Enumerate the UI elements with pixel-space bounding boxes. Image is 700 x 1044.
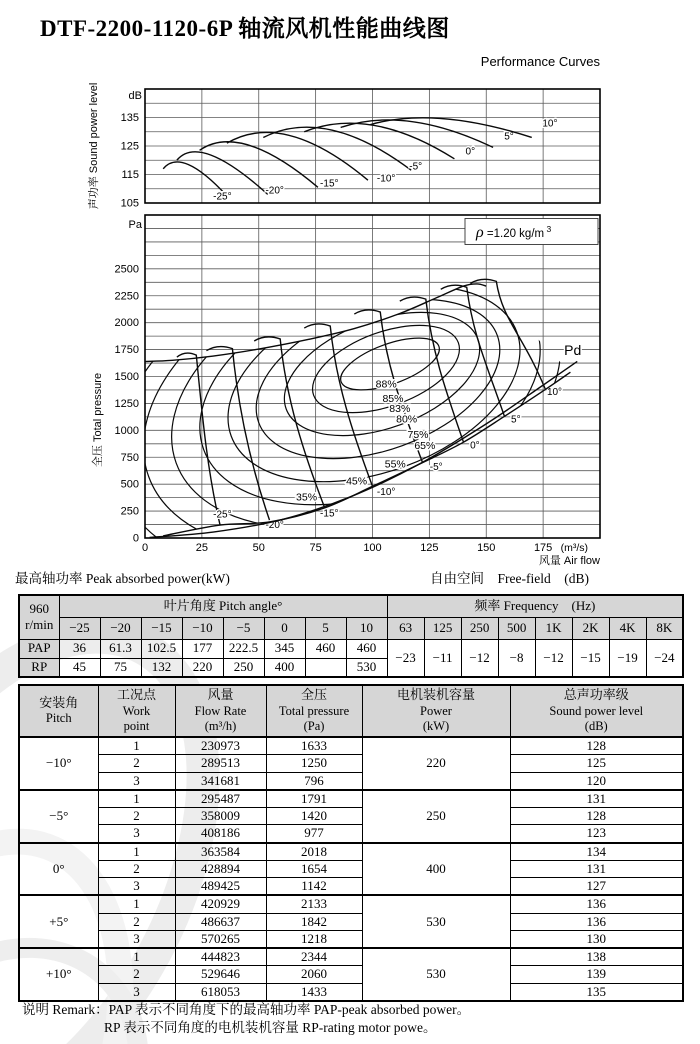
- work-point-cell: 3: [98, 772, 175, 790]
- freq-value: −8: [498, 639, 535, 677]
- y-tick-label: 250: [120, 505, 139, 518]
- sound-level-cell: 130: [510, 930, 683, 948]
- flow-rate-cell: 570265: [175, 930, 266, 948]
- power-cell: 250: [362, 790, 510, 843]
- pressure-cell: 1433: [266, 983, 362, 1001]
- pitch-curve-label: 0°: [470, 440, 480, 452]
- free-field-note: 自由空间 Free-field (dB): [430, 571, 589, 586]
- column-header-line3: (dB): [584, 719, 608, 734]
- pressure-cell: 1633: [266, 737, 362, 755]
- pitch-col-header: 10: [346, 617, 387, 639]
- freq-value: −12: [461, 639, 498, 677]
- table-row: [19, 895, 683, 913]
- sound-level-cell: 127: [510, 878, 683, 896]
- sound-level-cell: 120: [510, 772, 683, 790]
- efficiency-label: 75%: [407, 428, 429, 441]
- x-tick-label: 150: [477, 542, 496, 554]
- sound-level-cell: 139: [510, 966, 683, 983]
- flow-rate-cell: 618053: [175, 983, 266, 1001]
- work-point-cell: 3: [98, 983, 175, 1001]
- freq-col-header: 2K: [572, 617, 609, 639]
- performance-data-table: [18, 684, 684, 1002]
- power-cell: 530: [362, 948, 510, 1001]
- work-point-cell: 2: [98, 860, 175, 877]
- pap-value: 61.3: [100, 639, 141, 658]
- freq-col-header: 250: [461, 617, 498, 639]
- work-point-cell: 1: [98, 843, 175, 861]
- work-point-cell: 2: [98, 913, 175, 930]
- table-row: [19, 825, 683, 843]
- column-header-line1: 电机装机容量: [396, 687, 475, 703]
- column-header: [19, 685, 98, 737]
- pap-value: 102.5: [141, 639, 182, 658]
- y-tick-label: 0: [132, 532, 139, 545]
- work-point-cell: 2: [98, 755, 175, 772]
- column-header-line1: 风量: [207, 687, 234, 703]
- x-tick-label: 50: [252, 542, 265, 554]
- flow-rate-cell: 408186: [175, 825, 266, 843]
- table-row: [19, 860, 683, 877]
- pap-value: 177: [182, 639, 223, 658]
- column-header-line1: 全压: [300, 687, 327, 703]
- remark-line1: 说明 Remark：PAP 表示不同角度下的最高轴功率 PAP-peak absorbed power。: [22, 1002, 471, 1017]
- y-unit-label: Pa: [128, 219, 142, 231]
- freq-col-header: 500: [498, 617, 535, 639]
- x-axis-title: 风量 Air flow: [538, 555, 600, 567]
- pap-value: 460: [346, 639, 387, 658]
- y-tick-label: 1250: [114, 397, 139, 410]
- x-unit-label: (m³/s): [560, 542, 588, 554]
- pitch-cell: +5°: [19, 895, 98, 948]
- work-point-cell: 3: [98, 878, 175, 896]
- pitch-cell: 0°: [19, 843, 98, 896]
- pitch-cell: −10°: [19, 737, 98, 790]
- y-tick-label: 125: [120, 140, 139, 153]
- pressure-cell: 2018: [266, 843, 362, 861]
- table-row: [19, 617, 683, 639]
- freq-col-header: 125: [424, 617, 461, 639]
- remark: [22, 1001, 470, 1037]
- pitch-cell: −5°: [19, 790, 98, 843]
- flow-rate-cell: 420929: [175, 895, 266, 913]
- table-row: [19, 948, 683, 966]
- sound-level-cell: 138: [510, 948, 683, 966]
- column-header: [362, 685, 510, 737]
- sound-level-cell: 131: [510, 790, 683, 808]
- work-point-cell: 3: [98, 825, 175, 843]
- rp-value: 75: [100, 658, 141, 677]
- flow-rate-cell: 428894: [175, 860, 266, 877]
- flow-rate-cell: 295487: [175, 790, 266, 808]
- y-tick-label: 1750: [114, 344, 139, 357]
- table-row: [19, 843, 683, 861]
- flow-rate-cell: 489425: [175, 878, 266, 896]
- sound-level-cell: 136: [510, 913, 683, 930]
- flow-rate-cell: 230973: [175, 737, 266, 755]
- pitch-curve--10°: [304, 324, 372, 486]
- column-header-line2: Pitch: [45, 711, 72, 726]
- pressure-cell: 2344: [266, 948, 362, 966]
- efficiency-contour-83%: [268, 288, 497, 459]
- sound-level-cell: 128: [510, 737, 683, 755]
- remark-line2: RP 表示不同角度的电机装机容量 RP-rating motor powe。: [104, 1020, 437, 1036]
- pressure-cell: 1142: [266, 878, 362, 896]
- efficiency-label: 88%: [375, 378, 397, 391]
- efficiency-contour-85%: [301, 308, 471, 430]
- power-cell: 400: [362, 843, 510, 896]
- sound-level-cell: 134: [510, 843, 683, 861]
- pressure-cell: 2133: [266, 895, 362, 913]
- sound-curve-label: -15°: [320, 178, 339, 190]
- table-row: [19, 685, 683, 737]
- flow-rate-cell: 363584: [175, 843, 266, 861]
- work-point-cell: 2: [98, 808, 175, 825]
- pap-value: 345: [264, 639, 305, 658]
- column-header-line2: Power: [420, 703, 452, 718]
- column-header-line3: (m³/h): [204, 719, 237, 734]
- pap-row-label: PAP: [19, 639, 59, 658]
- y-unit-label: dB: [128, 90, 142, 102]
- column-header: [510, 685, 683, 737]
- rp-value: 132: [141, 658, 182, 677]
- freq-col-header: 1K: [535, 617, 572, 639]
- work-point-cell: 2: [98, 966, 175, 983]
- sound-level-cell: 131: [510, 860, 683, 877]
- table-row: [19, 755, 683, 772]
- pressure-cell: 1842: [266, 913, 362, 930]
- y-tick-label: 135: [120, 112, 139, 124]
- x-tick-label: 125: [420, 542, 439, 554]
- sound-curve-label: -5°: [409, 161, 423, 173]
- efficiency-contour-45%: [101, 191, 623, 592]
- efficiency-label: 35%: [296, 491, 318, 504]
- work-point-cell: 1: [98, 895, 175, 913]
- rpm-cell-line1: 960: [29, 601, 49, 616]
- page-title: DTF-2200-1120-6P 轴流风机性能曲线图: [40, 16, 450, 41]
- pressure-cell: 1654: [266, 860, 362, 877]
- y-tick-label: 1500: [114, 371, 139, 383]
- column-header-line2: Flow Rate: [194, 703, 247, 718]
- pitch-curve-label: 5°: [511, 414, 521, 426]
- pressure-chart: [68, 171, 648, 592]
- column-header-line2: Total pressure: [278, 703, 350, 718]
- table-row: [19, 983, 683, 1001]
- efficiency-contour-75%: [201, 249, 547, 518]
- freq-value: −19: [609, 639, 646, 677]
- peak-absorbed-power-note: 最高轴功率 Peak absorbed power(kW): [15, 571, 230, 586]
- x-tick-label: 0: [141, 542, 149, 554]
- sound-level-cell: 128: [510, 808, 683, 825]
- work-point-cell: 1: [98, 737, 175, 755]
- efficiency-label: 65%: [414, 440, 436, 453]
- column-header: [175, 685, 266, 737]
- sound-level-cell: 135: [510, 983, 683, 1001]
- work-point-cell: 3: [98, 930, 175, 948]
- sound-curve-label: -20°: [265, 185, 284, 197]
- pitch-col-header: −5: [223, 617, 264, 639]
- freq-value: −15: [572, 639, 609, 677]
- flow-rate-cell: 341681: [175, 772, 266, 790]
- x-tick-label: 100: [363, 542, 382, 554]
- x-tick-label: 75: [309, 542, 322, 554]
- work-point-cell: 1: [98, 948, 175, 966]
- table-row: [19, 595, 683, 617]
- pitch-col-header: −10: [182, 617, 223, 639]
- flow-rate-cell: 444823: [175, 948, 266, 966]
- column-header: [266, 685, 362, 737]
- y-tick-label: 500: [120, 478, 139, 491]
- column-header-line2: Sound power level: [549, 703, 644, 718]
- y-tick-label: 2000: [114, 317, 139, 330]
- pitch-curve-label: -10°: [376, 486, 396, 498]
- freq-value: −11: [424, 639, 461, 677]
- sound-curve--20°: [177, 152, 268, 195]
- pitch-curve--25°: [177, 353, 220, 525]
- rp-row-label: RP: [19, 658, 59, 677]
- power-cell: 530: [362, 895, 510, 948]
- pressure-cell: 1791: [266, 790, 362, 808]
- column-header-line3: (kW): [422, 719, 450, 734]
- subtitle: Performance Curves: [480, 54, 600, 69]
- sound-curve-label: 0°: [465, 146, 476, 158]
- y-tick-label: 2250: [114, 290, 139, 303]
- freq-value: −24: [646, 639, 683, 677]
- freq-col-header: 8K: [646, 617, 683, 639]
- pap-value: 222.5: [223, 639, 264, 658]
- pap-value: 36: [59, 639, 100, 658]
- table-row: [19, 913, 683, 930]
- sound-curve-label: 5°: [504, 131, 514, 143]
- rp-value: 220: [182, 658, 223, 677]
- table-row: [19, 878, 683, 896]
- efficiency-label: 83%: [389, 403, 411, 416]
- sound-level-cell: 136: [510, 895, 683, 913]
- sound-chart: [86, 83, 600, 210]
- pressure-cell: 977: [266, 825, 362, 843]
- pitch-curve-label: 10°: [546, 386, 563, 398]
- efficiency-label: 45%: [346, 475, 368, 488]
- sound-level-cell: 123: [510, 825, 683, 843]
- flow-rate-cell: 358009: [175, 808, 266, 825]
- freq-col-header: 63: [387, 617, 424, 639]
- density-label: ρ =1.20 kg/m $^3$: [476, 224, 552, 241]
- pitch-curve--15°: [254, 337, 325, 508]
- pitch-curve-label: -15°: [320, 508, 339, 520]
- y-tick-label: 115: [121, 169, 139, 181]
- y-axis-title: 全压 Total pressure: [92, 372, 104, 468]
- column-header: [98, 685, 175, 737]
- freq-col-header: 4K: [609, 617, 646, 639]
- column-header-line3: (Pa): [303, 719, 325, 734]
- table-row: [19, 737, 683, 755]
- column-header-line3: point: [123, 719, 150, 734]
- table-row: [19, 639, 683, 658]
- x-tick-label: 175: [533, 542, 553, 554]
- efficiency-label: 85%: [382, 392, 404, 405]
- sound-level-cell: 125: [510, 755, 683, 772]
- rp-value: 250: [223, 658, 264, 677]
- sound-curve-label: -10°: [376, 173, 396, 185]
- efficiency-label: 55%: [384, 458, 406, 471]
- column-header-line1: 总声功率级: [563, 687, 629, 703]
- rp-value: 45: [59, 658, 100, 677]
- table-row: [19, 808, 683, 825]
- table-row: [19, 966, 683, 983]
- power-cell: 220: [362, 737, 510, 790]
- work-point-cell: 1: [98, 790, 175, 808]
- table-row: [19, 772, 683, 790]
- pitch-col-header: 5: [305, 617, 346, 639]
- table-row: [19, 790, 683, 808]
- rp-value: [305, 658, 346, 677]
- pitch-col-header: 0: [264, 617, 305, 639]
- freq-value: −23: [387, 639, 424, 677]
- column-header-line1: 安装角: [39, 695, 79, 711]
- y-tick-label: 1000: [114, 424, 139, 437]
- pressure-cell: 2060: [266, 966, 362, 983]
- y-tick-label: 2500: [114, 263, 139, 276]
- rp-value: 400: [264, 658, 305, 677]
- pitch-col-header: −15: [141, 617, 182, 639]
- power-frequency-table: [18, 594, 684, 678]
- y-tick-label: 750: [120, 451, 139, 464]
- pitch-curve-label: -20°: [265, 519, 284, 531]
- y-axis-title: 声功率 Sound power level: [88, 82, 100, 210]
- pressure-cell: 796: [266, 772, 362, 790]
- pressure-cell: 1250: [266, 755, 362, 772]
- pap-value: 460: [305, 639, 346, 658]
- y-tick-label: 105: [120, 197, 139, 210]
- sound-curve--10°: [227, 132, 368, 180]
- sound-curve-label: 10°: [542, 118, 558, 130]
- efficiency-label: 80%: [396, 413, 418, 426]
- pitch-col-header: −20: [100, 617, 141, 639]
- pitch-curve-label: -5°: [429, 462, 443, 474]
- pitch-curve-label: -25°: [213, 509, 232, 521]
- sound-curve-label: -25°: [213, 191, 232, 203]
- flow-rate-cell: 486637: [175, 913, 266, 930]
- column-header-line1: 工况点: [116, 687, 156, 703]
- column-header-line2: Work: [122, 703, 151, 718]
- pressure-cell: 1218: [266, 930, 362, 948]
- flow-rate-cell: 529646: [175, 966, 266, 983]
- pd-label: Pd: [564, 341, 582, 358]
- pressure-cell: 1420: [266, 808, 362, 825]
- pitch-angle-header: 叶片角度 Pitch angle°: [59, 595, 387, 617]
- rpm-cell: [19, 595, 59, 639]
- flow-rate-cell: 289513: [175, 755, 266, 772]
- frequency-header: 频率 Frequency (Hz): [387, 595, 683, 617]
- pitch-curve--20°: [206, 347, 270, 522]
- table-row: [19, 930, 683, 948]
- pitch-cell: +10°: [19, 948, 98, 1001]
- freq-value: −12: [535, 639, 572, 677]
- pitch-col-header: −25: [59, 617, 100, 639]
- rpm-cell-line2: r/min: [25, 617, 54, 633]
- x-tick-label: 25: [195, 542, 208, 554]
- rp-value: 530: [346, 658, 387, 677]
